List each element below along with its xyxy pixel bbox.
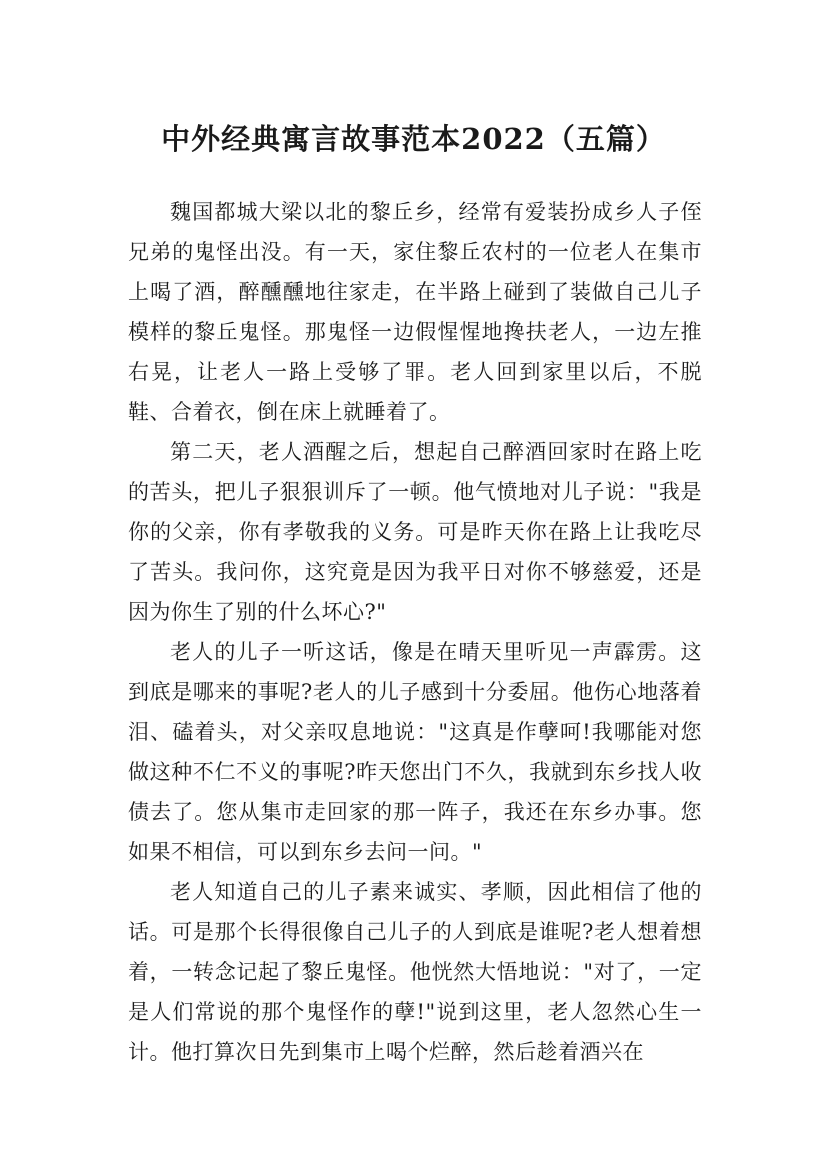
- paragraph-1: 魏国都城大梁以北的黎丘乡，经常有爱装扮成乡人子侄兄弟的鬼怪出没。有一天，家住黎丘农村的一位老人在集市上喝了酒，醉醺醺地往家走，在半路上碰到了装做自己儿子模样的黎丘鬼怪。那鬼怪一边假惺惺地搀扶老人，一边左推右晃，让老人一路上受够了罪。老人回到家里以后，不脱鞋、合着衣，倒在床上就睡着了。: [128, 200, 702, 424]
- document-body: [128, 192, 702, 1072]
- paragraph-3: 老人的儿子一听这话，像是在晴天里听见一声霹雳。这到底是哪来的事呢?老人的儿子感到十分委屈。他伤心地落着泪、磕着头，对父亲叹息地说："这真是作孽呵!我哪能对您做这种不仁不义的事呢?昨天您出门不久，我就到东乡找人收债去了。您从集市走回家的那一阵子，我还在东乡办事。您如果不相信，可以到东乡去问一问。": [128, 640, 702, 864]
- paragraph-4: 老人知道自己的儿子素来诚实、孝顺，因此相信了他的话。可是那个长得很像自己儿子的人到底是谁呢?老人想着想着，一转念记起了黎丘鬼怪。他恍然大悟地说："对了，一定是人们常说的那个鬼怪作的孽!"说到这里，老人忽然心生一计。他打算次日先到集市上喝个烂醉，然后趁着酒兴在: [128, 880, 702, 1064]
- paragraph-2: 第二天，老人酒醒之后，想起自己醉酒回家时在路上吃的苦头，把儿子狠狠训斥了一顿。他气愤地对儿子说："我是你的父亲，你有孝敬我的义务。可是昨天你在路上让我吃尽了苦头。我问你，这究竟是因为我平日对你不够慈爱，还是因为你生了别的什么坏心?": [128, 440, 702, 624]
- document-title: 中外经典寓言故事范本2022（五篇）: [161, 122, 666, 157]
